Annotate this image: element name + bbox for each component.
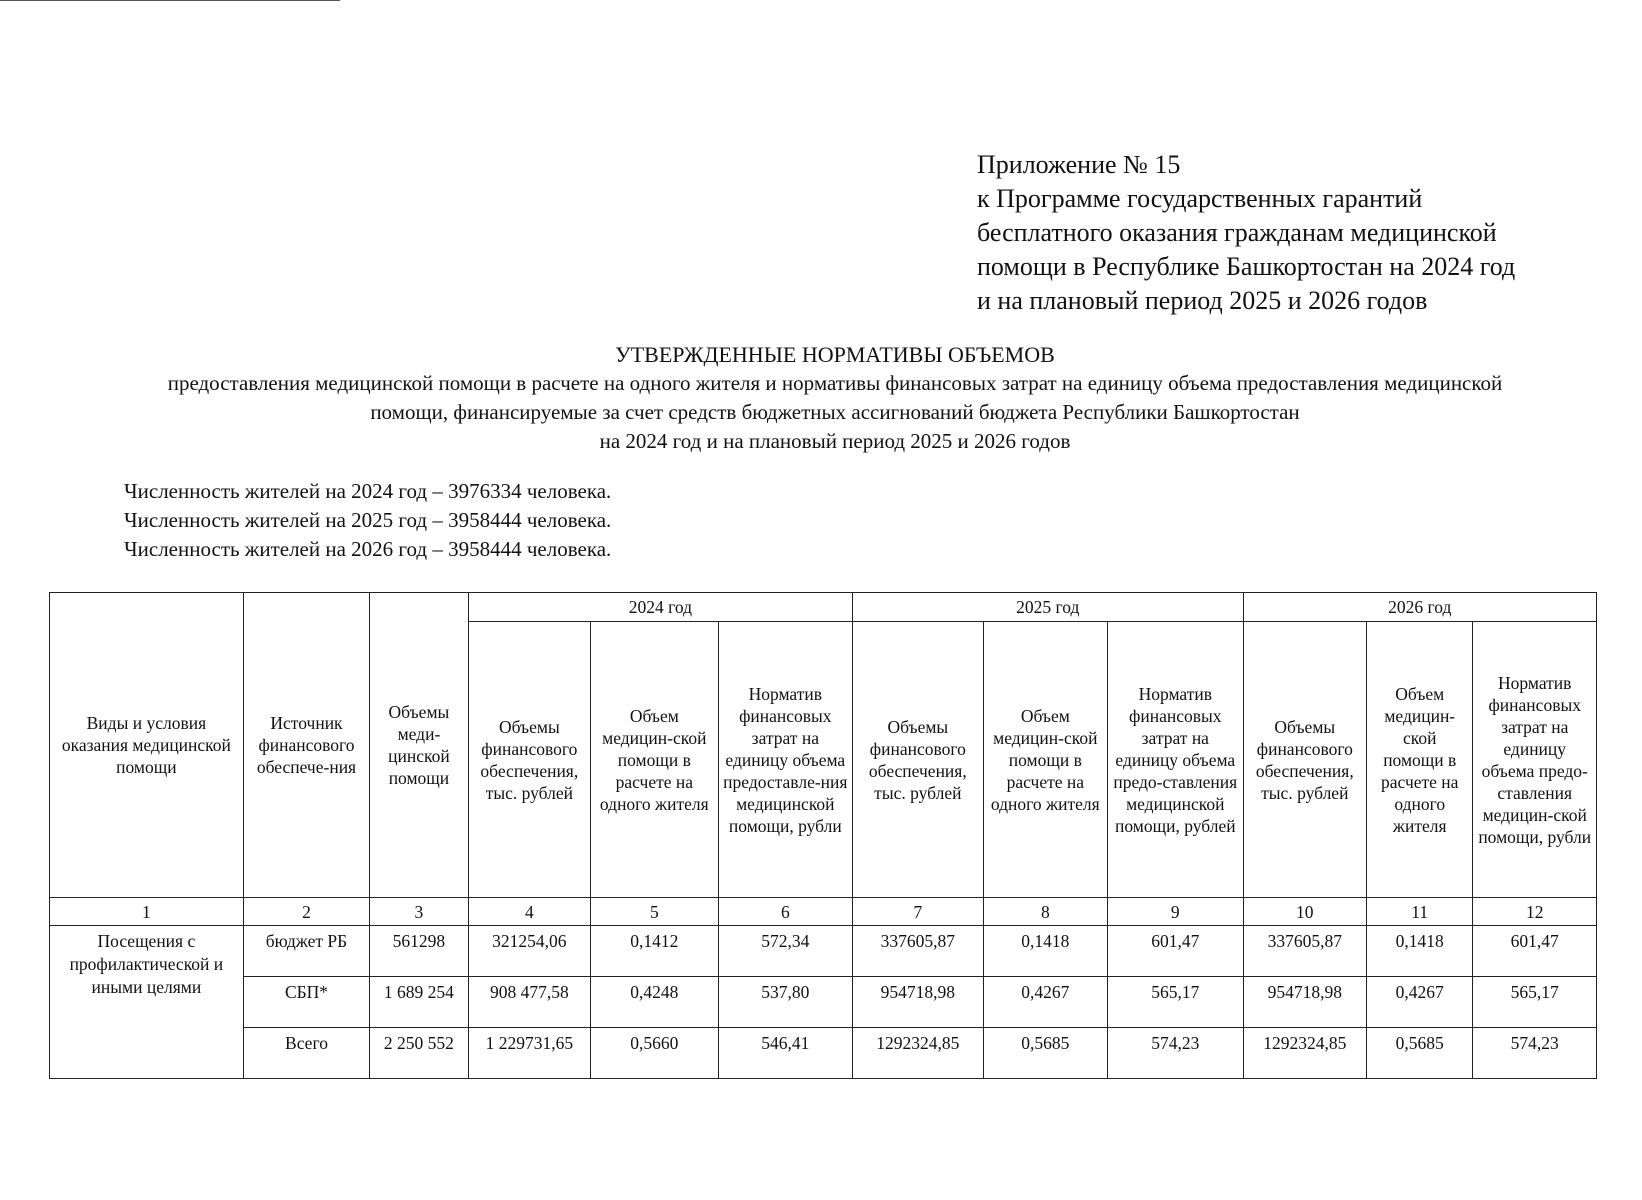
column-number: 8 <box>983 898 1107 926</box>
header-year-2025: 2025 год <box>853 593 1243 622</box>
header-cost-norm-2025: Норматив финансовых затрат на единицу объема предо-ставления медицинской помощи, рублей <box>1108 622 1244 898</box>
cell-cost-norm-2024: 537,80 <box>718 977 853 1028</box>
cell-per-capita-2024: 0,1412 <box>591 926 718 977</box>
cell-per-capita-2025: 0,5685 <box>983 1028 1107 1079</box>
title-main: УТВЕРЖДЕННЫЕ НОРМАТИВЫ ОБЪЕМОВ <box>615 342 1055 367</box>
appendix-line: и на плановый период 2025 и 2026 годов <box>977 286 1428 315</box>
cell-financing-2024: 1 229731,65 <box>468 1028 590 1079</box>
cell-volume: 2 250 552 <box>370 1028 468 1079</box>
header-cost-norm-2026: Норматив финансовых затрат на единицу объема предо-ставления медицин-ской помощи, рубли <box>1473 622 1597 898</box>
column-number: 7 <box>853 898 984 926</box>
table-row <box>50 977 1597 1028</box>
cell-cost-norm-2024: 572,34 <box>718 926 853 977</box>
cell-per-capita-2026: 0,5685 <box>1367 1028 1473 1079</box>
column-number: 5 <box>591 898 718 926</box>
cell-per-capita-2025: 0,4267 <box>983 977 1107 1028</box>
cell-financing-2026: 954718,98 <box>1243 977 1366 1028</box>
column-number: 3 <box>370 898 468 926</box>
cell-cost-norm-2025: 601,47 <box>1108 926 1244 977</box>
column-number: 9 <box>1108 898 1244 926</box>
cell-financing-2024: 321254,06 <box>468 926 590 977</box>
header-per-capita-2024: Объем медицин-ской помощи в расчете на одного жителя <box>591 622 718 898</box>
cell-financing-2025: 337605,87 <box>853 926 984 977</box>
column-number: 4 <box>468 898 590 926</box>
cell-cost-norm-2026: 574,23 <box>1473 1028 1597 1079</box>
top-edge-line <box>0 0 340 1</box>
cell-source: Всего <box>243 1028 369 1079</box>
cell-volume: 561298 <box>370 926 468 977</box>
cell-per-capita-2024: 0,4248 <box>591 977 718 1028</box>
column-number: 11 <box>1367 898 1473 926</box>
population-info <box>124 477 611 564</box>
title-line: предоставления медицинской помощи в расчете на одного жителя и нормативы финансовых затрат на единицу объема предоставления медицинской <box>167 371 1503 395</box>
population-2025: Численность жителей на 2025 год – 3958444 человека. <box>124 508 612 532</box>
appendix-line: бесплатного оказания гражданам медицинской <box>977 218 1497 247</box>
header-per-capita-2026: Объем медицин-ской помощи в расчете на одного жителя <box>1367 622 1473 898</box>
appendix-line: Приложение № 15 <box>977 150 1181 179</box>
appendix-header <box>977 148 1617 318</box>
cell-cost-norm-2026: 601,47 <box>1473 926 1597 977</box>
column-numbers-row <box>50 898 1597 926</box>
cell-financing-2025: 954718,98 <box>853 977 984 1028</box>
cell-per-capita-2026: 0,4267 <box>1367 977 1473 1028</box>
population-2024: Численность жителей на 2024 год – 3976334 человека. <box>124 479 612 503</box>
cell-per-capita-2024: 0,5660 <box>591 1028 718 1079</box>
cell-cost-norm-2025: 565,17 <box>1108 977 1244 1028</box>
norms-table <box>49 592 1597 1079</box>
cell-cost-norm-2026: 565,17 <box>1473 977 1597 1028</box>
table-row <box>50 1028 1597 1079</box>
header-financing-2024: Объемы финансового обеспечения, тыс. рублей <box>468 622 590 898</box>
row-kind: Посещения с профилактической и иными целями <box>50 926 244 1079</box>
cell-financing-2026: 337605,87 <box>1243 926 1366 977</box>
header-financing-2025: Объемы финансового обеспечения, тыс. рублей <box>853 622 984 898</box>
cell-financing-2024: 908 477,58 <box>468 977 590 1028</box>
column-number: 2 <box>243 898 369 926</box>
cell-source: бюджет РБ <box>243 926 369 977</box>
header-per-capita-2025: Объем медицин-ской помощи в расчете на одного жителя <box>983 622 1107 898</box>
header-kind: Виды и условия оказания медицинской помощи <box>50 593 244 898</box>
cell-cost-norm-2024: 546,41 <box>718 1028 853 1079</box>
title-line: помощи, финансируемые за счет средств бюджетных ассигнований бюджета Республики Башкортостан <box>370 400 1300 424</box>
appendix-line: к Программе государственных гарантий <box>977 184 1423 213</box>
cell-volume: 1 689 254 <box>370 977 468 1028</box>
header-financing-2026: Объемы финансового обеспечения, тыс. рублей <box>1243 622 1366 898</box>
header-year-2026: 2026 год <box>1243 593 1596 622</box>
document-title <box>60 340 1610 456</box>
header-year-2024: 2024 год <box>468 593 852 622</box>
column-number: 6 <box>718 898 853 926</box>
cell-per-capita-2026: 0,1418 <box>1367 926 1473 977</box>
appendix-line: помощи в Республике Башкортостан на 2024 год <box>977 252 1516 281</box>
population-2026: Численность жителей на 2026 год – 3958444 человека. <box>124 537 612 561</box>
header-cost-norm-2024: Норматив финансовых затрат на единицу объема предоставле-ния медицинской помощи, рубли <box>718 622 853 898</box>
title-line: на 2024 год и на плановый период 2025 и 2026 годов <box>599 429 1071 453</box>
column-number: 1 <box>50 898 244 926</box>
table-row <box>50 926 1597 977</box>
cell-financing-2025: 1292324,85 <box>853 1028 984 1079</box>
cell-source: СБП* <box>243 977 369 1028</box>
column-number: 12 <box>1473 898 1597 926</box>
cell-per-capita-2025: 0,1418 <box>983 926 1107 977</box>
header-source: Источник финансового обеспече-ния <box>243 593 369 898</box>
column-number: 10 <box>1243 898 1366 926</box>
cell-cost-norm-2025: 574,23 <box>1108 1028 1244 1079</box>
cell-financing-2026: 1292324,85 <box>1243 1028 1366 1079</box>
header-volumes: Объемы меди-цинской помощи <box>370 593 468 898</box>
